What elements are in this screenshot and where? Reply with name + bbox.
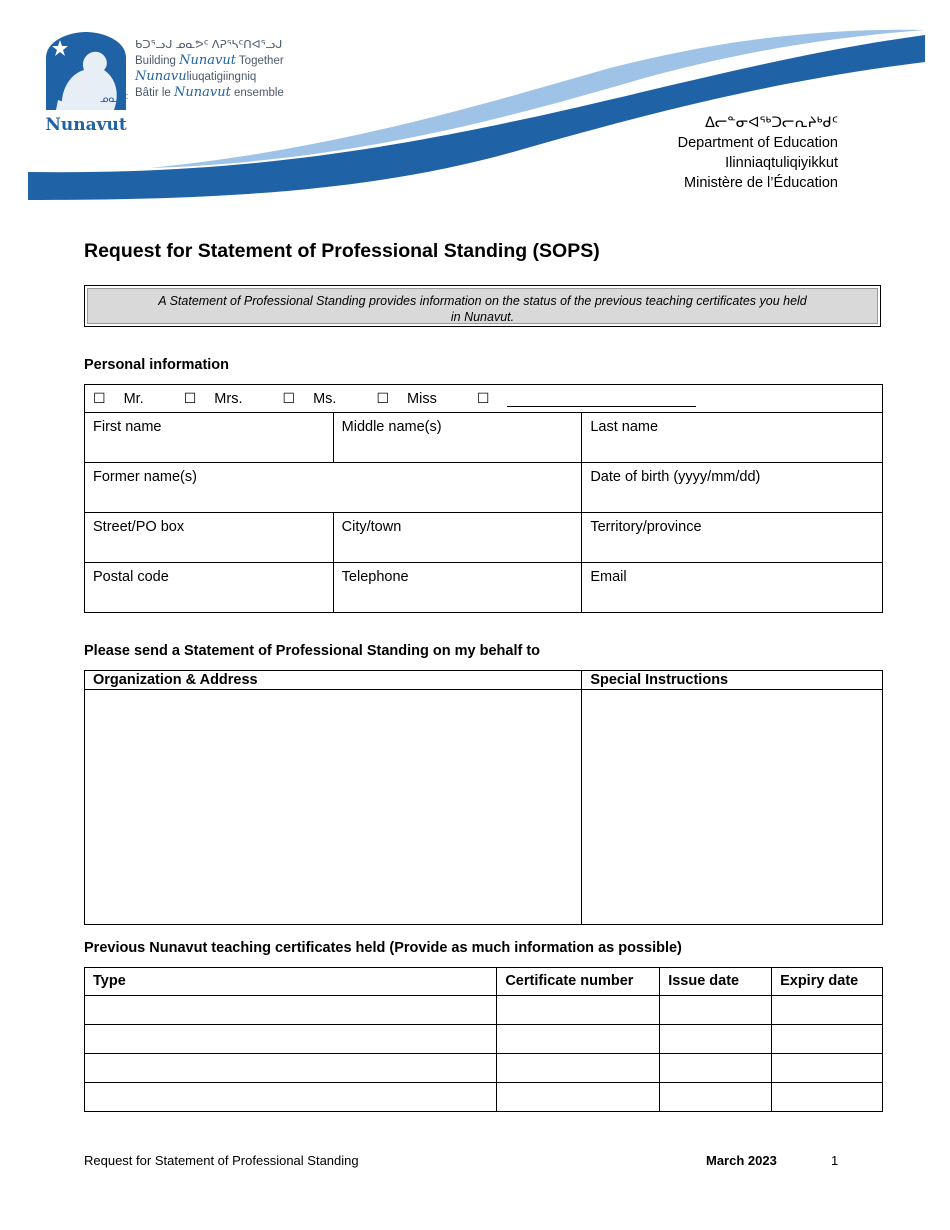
tagline-french: [135, 85, 284, 101]
send-to-heading: Please send a Statement of Professional Standing on my behalf to: [84, 643, 541, 659]
table-row: [85, 1083, 883, 1112]
logo-wordmark: Nunavut: [45, 115, 127, 134]
department-block: [678, 113, 838, 193]
col-type: Type: [85, 968, 497, 996]
personal-info-heading: Personal information: [84, 357, 230, 373]
email-field[interactable]: Email: [582, 563, 883, 613]
send-to-header-row: [85, 671, 883, 690]
cert-number-cell[interactable]: [497, 1083, 660, 1112]
notice-text: A Statement of Professional Standing provides information on the status of the previous teaching certificates you held in Nunavut.: [87, 288, 878, 324]
page-number: 1: [831, 1153, 839, 1168]
org-address-field[interactable]: [85, 690, 582, 925]
certificates-heading: Previous Nunavut teaching certificates held (Provide as much information as possible): [84, 940, 682, 956]
checkbox-icon: ☐: [183, 390, 197, 406]
salutation-row: [85, 385, 883, 413]
checkbox-mrs[interactable]: [184, 391, 261, 407]
certificates-table: [84, 967, 883, 1112]
label-miss: Miss: [407, 391, 437, 407]
tagline-fr-pre: Bâtir le: [135, 87, 174, 99]
label-ms: Ms.: [313, 391, 337, 407]
table-row: [85, 996, 883, 1025]
table-row: [85, 1054, 883, 1083]
table-row: [85, 1025, 883, 1054]
personal-info-table: [84, 384, 883, 613]
cert-issue-cell[interactable]: [660, 1054, 772, 1083]
cert-type-cell[interactable]: [85, 1083, 497, 1112]
tagline-en-highlight: Nunavut: [179, 53, 236, 68]
checkbox-icon: ☐: [476, 390, 490, 406]
former-name-row: [85, 463, 883, 513]
tagline-english: [135, 53, 284, 69]
first-name-field[interactable]: First name: [85, 413, 334, 463]
cert-type-cell[interactable]: [85, 996, 497, 1025]
checkbox-mr[interactable]: [93, 391, 162, 407]
checkbox-icon: ☐: [282, 390, 296, 406]
col-issue-date: Issue date: [660, 968, 772, 996]
tagline-iu-highlight: Nunavu: [135, 69, 187, 84]
cert-type-cell[interactable]: [85, 1025, 497, 1054]
cert-number-cell[interactable]: [497, 1025, 660, 1054]
cert-expiry-cell[interactable]: [772, 1054, 883, 1083]
special-instructions-header: Special Instructions: [582, 671, 883, 690]
special-instructions-field[interactable]: [582, 690, 883, 925]
checkbox-icon: ☐: [376, 390, 390, 406]
checkbox-icon: ☐: [93, 390, 106, 406]
cert-issue-cell[interactable]: [660, 996, 772, 1025]
postal-code-field[interactable]: Postal code: [85, 563, 334, 613]
checkbox-miss[interactable]: [376, 391, 454, 407]
label-mr: Mr.: [123, 391, 144, 407]
name-row: [85, 413, 883, 463]
dob-field[interactable]: Date of birth (yyyy/mm/dd): [582, 463, 883, 513]
telephone-field[interactable]: Telephone: [333, 563, 582, 613]
nunavut-logo: [40, 30, 132, 134]
page-title: Request for Statement of Professional Standing (SOPS): [84, 240, 600, 262]
cert-type-cell[interactable]: [85, 1054, 497, 1083]
cert-number-cell[interactable]: [497, 996, 660, 1025]
send-to-body-row: [85, 690, 883, 925]
cert-expiry-cell[interactable]: [772, 1083, 883, 1112]
dept-inuinnaqtun: Ilinniaqtuliqiyikkut: [725, 155, 838, 171]
certificates-header-row: [85, 968, 883, 996]
cert-issue-cell[interactable]: [660, 1083, 772, 1112]
dept-syllabic: ᐃᓕᓐᓂᐊᖅᑐᓕᕆᔨᒃᑯᑦ: [704, 115, 838, 131]
footer-title: Request for Statement of Professional Standing: [84, 1153, 359, 1168]
tagline-en-post: Together: [235, 55, 284, 67]
cert-expiry-cell[interactable]: [772, 1025, 883, 1054]
middle-name-field[interactable]: Middle name(s): [333, 413, 582, 463]
send-to-table: [84, 670, 883, 925]
cert-expiry-cell[interactable]: [772, 996, 883, 1025]
tagline-fr-post: ensemble: [230, 87, 284, 99]
notice-box: [84, 285, 881, 327]
former-name-field[interactable]: Former name(s): [85, 463, 582, 513]
logo-syllabics: ᓄᓇᕗᑦ: [100, 94, 129, 105]
tagline: [135, 38, 284, 101]
last-name-field[interactable]: Last name: [582, 413, 883, 463]
dept-french: Ministère de l’Éducation: [684, 175, 838, 191]
col-expiry-date: Expiry date: [772, 968, 883, 996]
footer-date: March 2023: [706, 1153, 777, 1168]
label-mrs: Mrs.: [214, 391, 243, 407]
col-certificate-number: Certificate number: [497, 968, 660, 996]
cert-issue-cell[interactable]: [660, 1025, 772, 1054]
checkbox-other[interactable]: [477, 391, 715, 407]
territory-field[interactable]: Territory/province: [582, 513, 883, 563]
other-salutation-field[interactable]: [507, 392, 696, 407]
contact-row: [85, 563, 883, 613]
tagline-iu-post: liuqatigiingniq: [186, 71, 257, 83]
tagline-en-pre: Building: [135, 55, 180, 67]
tagline-inuinnaqtun: [135, 69, 284, 85]
street-field[interactable]: Street/PO box: [85, 513, 334, 563]
city-field[interactable]: City/town: [333, 513, 582, 563]
tagline-fr-highlight: Nunavut: [174, 85, 231, 100]
dept-english: Department of Education: [677, 135, 838, 151]
org-address-header: Organization & Address: [85, 671, 582, 690]
cert-number-cell[interactable]: [497, 1054, 660, 1083]
checkbox-ms[interactable]: [283, 391, 355, 407]
tagline-syllabic: ᑲᑐᕐᓗᒍ ᓄᓇᕗᑦ ᐱᕈᕐᓴᑦᑎᐊᕐᓗᒍ: [135, 39, 283, 51]
address-row: [85, 513, 883, 563]
